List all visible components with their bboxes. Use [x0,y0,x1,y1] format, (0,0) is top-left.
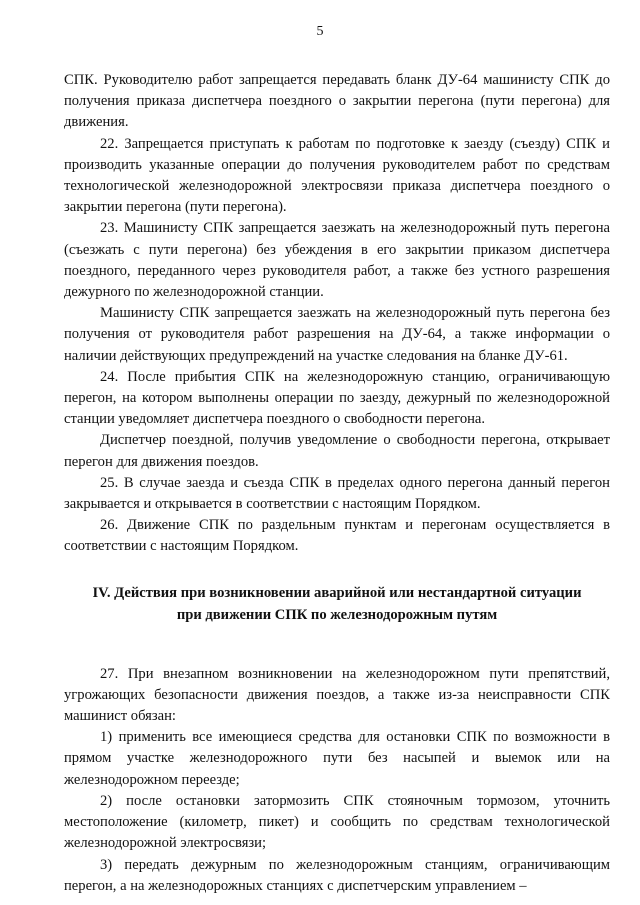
paragraph: Машинисту СПК запрещается заезжать на железнодорожный путь перегона без получения от руководителя работ разрешения на ДУ-64, а также информации о наличии действующих предупреждений на участке следования на бланке ДУ-61. [64,305,610,364]
paragraph: 22. Запрещается приступать к работам по подготовке к заезду (съезду) СПК и производить указанные операции до получения руководителем работ по средствам технологической железнодорожной электросвязи приказа диспетчера поездного о закрытии перегона (пути перегона). [64,135,610,216]
paragraph: 26. Движение СПК по раздельным пунктам и перегонам осуществляется в соответствии с настоящим Порядком. [64,517,610,555]
paragraph: 25. В случае заезда и съезда СПК в пределах одного перегона данный перегон закрывается и открывается в соответствии с настоящим Порядком. [64,474,610,513]
list-item: 2) после остановки затормозить СПК стояночным тормозом, уточнить местоположение (километр, пикет) и сообщить по средствам технологической железнодорожной электросвязи; [64,792,610,852]
page-body [64,70,610,897]
paragraph: СПК. Руководителю работ запрещается передавать бланк ДУ-64 машинисту СПК до получения приказа диспетчера поездного о закрытии перегона (пути перегона) для движения. [64,72,610,131]
section-heading-line1: IV. Действия при возникновении аварийной или нестандартной ситуации [92,584,582,601]
list-item: 3) передать дежурным по железнодорожным станциям, ограничивающим перегон, а на железнодорожных станциях с диспетчерским управлением – [64,856,610,894]
paragraph: 23. Машинисту СПК запрещается заезжать на железнодорожный путь перегона (съезжать с пути перегона) без убеждения в его закрытии приказом диспетчера поездного, переданного через руководителя работ, а также без устного разрешения дежурного по железнодорожной станции. [64,220,610,301]
page-number: 5 [316,24,324,39]
paragraph: 27. При внезапном возникновении на железнодорожном пути препятствий, угрожающих безопасности движения поездов, а также из-за неисправности СПК машинист обязан: [64,665,610,725]
section-heading-line2: при движении СПК по железнодорожным путям [176,606,498,623]
section-heading [64,582,610,626]
paragraph: Диспетчер поездной, получив уведомление о свободности перегона, открывает перегон для движения поездов. [64,432,610,470]
paragraph: 24. После прибытия СПК на железнодорожную станцию, ограничивающую перегон, на котором выполнены операции по заезду, дежурный по железнодорожной станции уведомляет диспетчера поездного о свободности перегона. [64,368,610,428]
list-item: 1) применить все имеющиеся средства для остановки СПК по возможности в прямом участке железнодорожного пути без насыпей и выемок или на железнодорожном переезде; [64,729,610,788]
